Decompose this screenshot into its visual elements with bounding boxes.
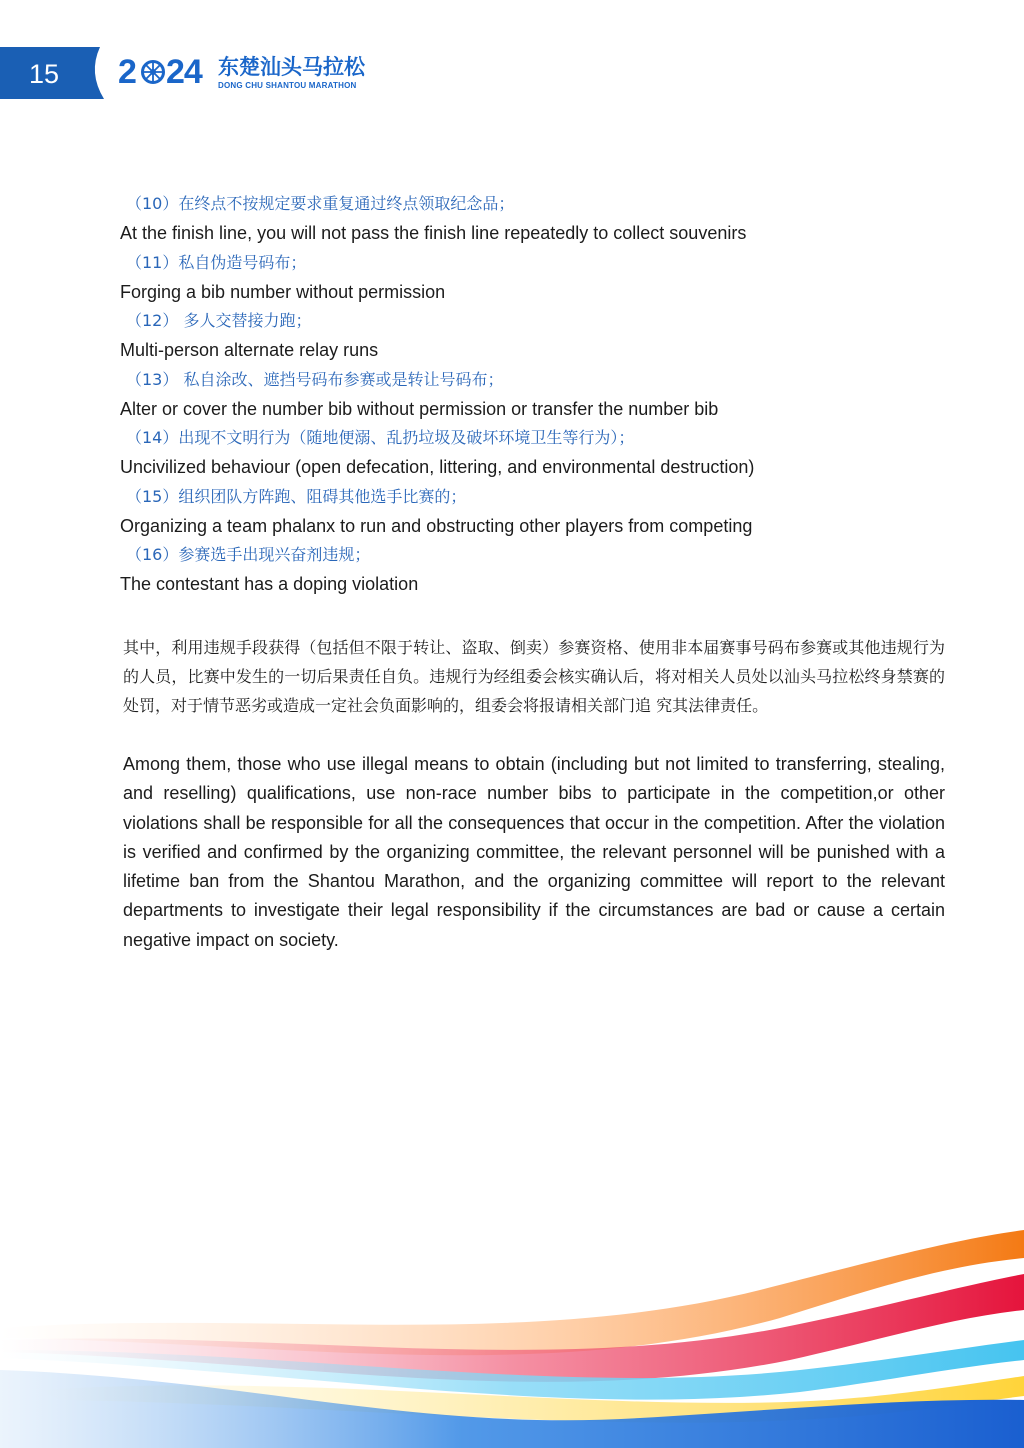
wheel-icon bbox=[141, 60, 165, 84]
logo-title-cn: 东楚汕头马拉松 bbox=[218, 55, 365, 79]
rule-en: Multi-person alternate relay runs bbox=[120, 340, 379, 360]
rule-cn: （14）出现不文明行为（随地便溺、乱扔垃圾及破坏环境卫生等行为）； bbox=[126, 428, 635, 447]
rules-list bbox=[120, 190, 950, 600]
penalty-paragraph-cn: 其中，利用违规手段获得（包括但不限于转让、盗取、倒卖）参赛资格、使用非本届赛事号码布参赛或其他违规行为的人员，比赛中发生的一切后果责任自负。违规行为经组委会核实确认后，将对相关人员处以汕头马拉松终身禁赛的处罚，对于情节恶劣或造成一定社会负面影响的，组委会将报请相关部门追 究其法律责任。 bbox=[123, 638, 945, 715]
rule-en: Forging a bib number without permission bbox=[120, 281, 446, 302]
rule-en: Organizing a team phalanx to run and obstructing other players from competing bbox=[120, 515, 753, 536]
rule-cn: （16）参赛选手出现兴奋剂违规； bbox=[126, 545, 371, 564]
rule-cn: （12） 多人交替接力跑； bbox=[126, 311, 312, 330]
logo-year bbox=[118, 52, 202, 92]
rule-cn: （11）私自伪造号码布； bbox=[126, 252, 307, 272]
page-number: 15 bbox=[28, 59, 60, 89]
penalty-paragraph-en: Among them, those who use illegal means to obtain (including but not limited to transferring, stealing, and reselling) qualifications, use non-race number bibs to participate in the competition,or other violations shall be responsible for all the consequences that occur in the competition. After the violation is verified and confirmed by the organizing committee, the relevant personnel will be punished with a lifetime ban from the Shantou Marathon, and the organizing committee will report to the relevant departments to investigate their legal responsibility if the circumstances are bad or cause a certain negative impact on society. bbox=[123, 754, 945, 950]
rule-cn: （10）在终点不按规定要求重复通过终点领取纪念品； bbox=[126, 194, 515, 213]
event-logo bbox=[118, 52, 388, 96]
rule-cn: （13） 私自涂改、遮挡号码布参赛或是转让号码布； bbox=[126, 369, 504, 389]
rule-en: Uncivilized behaviour (open defecation, littering, and environmental destruction) bbox=[120, 457, 755, 477]
rule-en: At the finish line, you will not pass the finish line repeatedly to collect souvenirs bbox=[120, 223, 747, 243]
logo-year-lead: 2 bbox=[118, 53, 136, 91]
logo-year-rest: 24 bbox=[166, 53, 202, 91]
logo-title-en: DONG CHU SHANTOU MARATHON bbox=[218, 81, 357, 90]
rule-cn: （15）组织团队方阵跑、阻碍其他选手比赛的； bbox=[126, 486, 467, 506]
footer-ribbon-decoration bbox=[0, 1200, 1024, 1448]
rule-en: The contestant has a doping violation bbox=[120, 574, 419, 594]
rule-en: Alter or cover the number bib without permission or transfer the number bib bbox=[120, 398, 719, 419]
